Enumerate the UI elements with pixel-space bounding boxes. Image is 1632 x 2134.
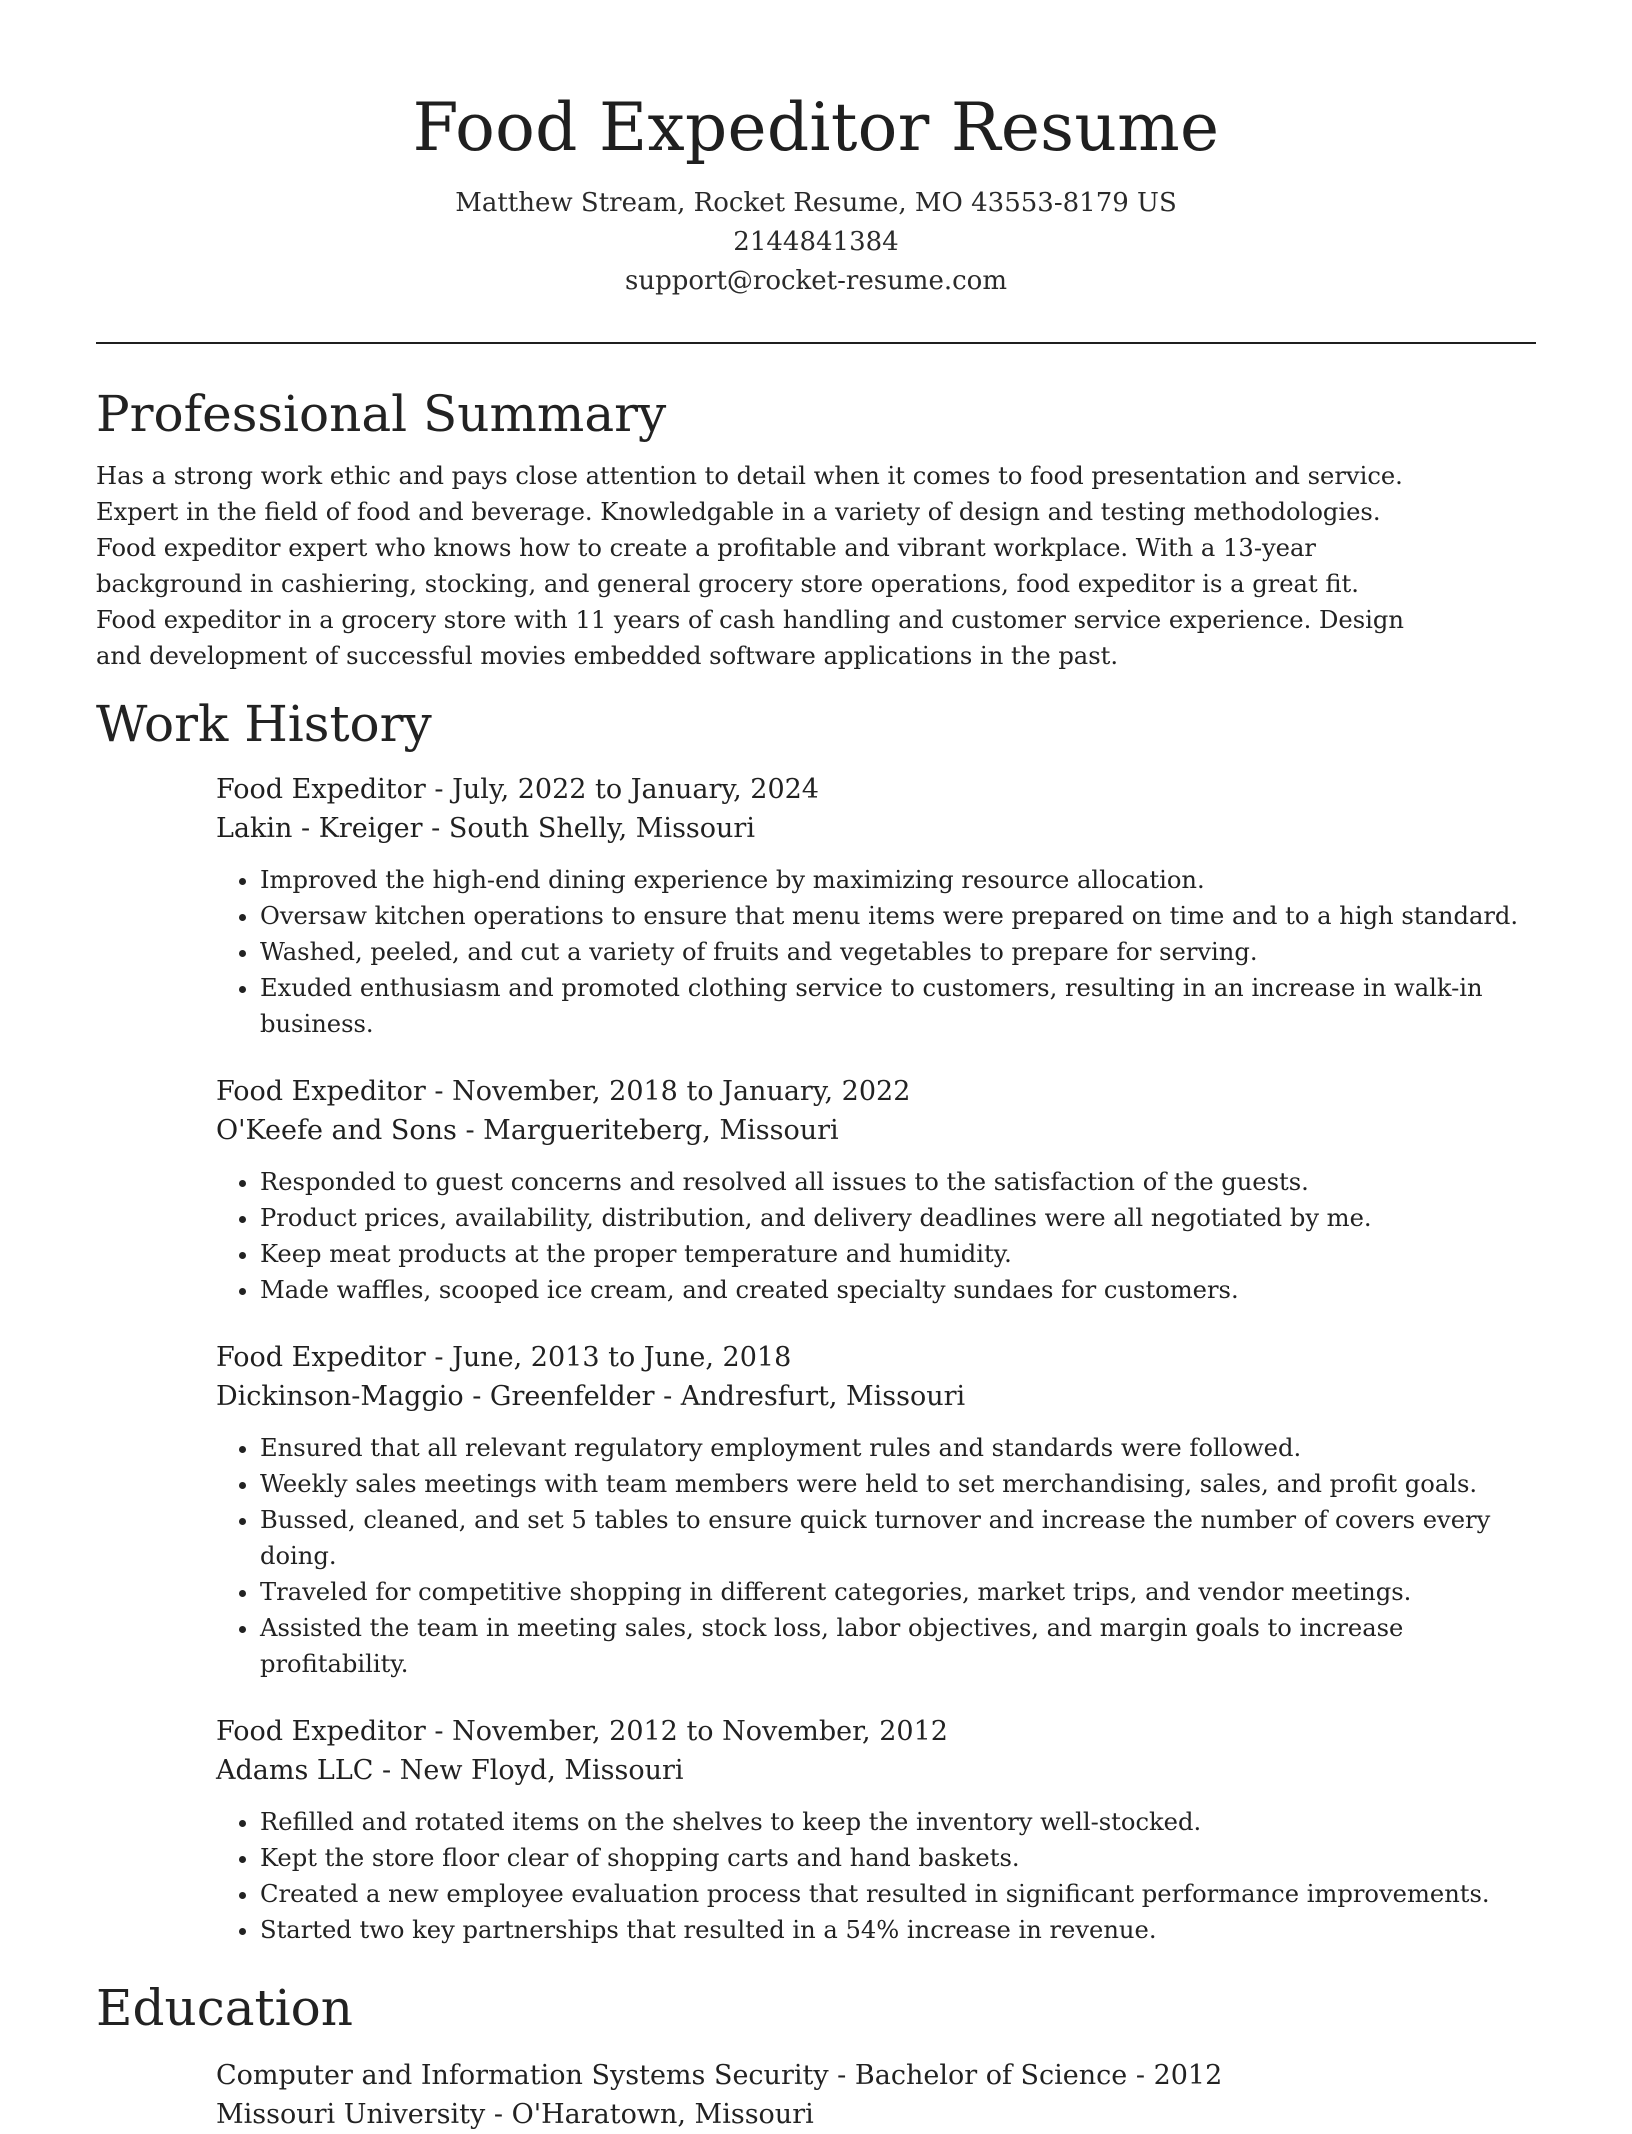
job-location: Margueriteberg, Missouri [483, 1115, 839, 1146]
job-bullet: • Kept the store floor clear of shopping carts and hand baskets. [260, 1840, 1536, 1876]
job-bullet: • Oversaw kitchen operations to ensure that menu items were prepared on time and to a high standard. [260, 898, 1536, 934]
job-title: Food Expeditor [216, 1716, 426, 1747]
job-bullet: • Created a new employee evaluation process that resulted in significant performance improvements. [260, 1876, 1536, 1912]
education-year: 2012 [1153, 2060, 1223, 2091]
resume-header [0, 0, 1632, 301]
job-dates: June, 2013 to June, 2018 [452, 1342, 792, 1373]
job-company-line [216, 1377, 1536, 1416]
education-entry [216, 2056, 1536, 2134]
separator: - [425, 1076, 453, 1107]
job-title: Food Expeditor [216, 1342, 426, 1373]
work-history-list [216, 770, 1536, 1948]
separator: - [425, 774, 453, 805]
job-title-line [216, 770, 1536, 809]
job-bullet: • Weekly sales meetings with team members were held to set merchandising, sales, and profit goals. [260, 1466, 1536, 1502]
job-bullet-list [216, 1804, 1536, 1948]
job-bullet: • Product prices, availability, distribution, and delivery deadlines were all negotiated by me. [260, 1200, 1536, 1236]
job-dates: July, 2022 to January, 2024 [452, 774, 819, 805]
separator: - [425, 1342, 453, 1373]
job-title: Food Expeditor [216, 1076, 426, 1107]
job-bullet-list [216, 862, 1536, 1042]
education-school-line [216, 2095, 1536, 2134]
education-heading: Education [96, 1979, 353, 2037]
job-bullet: • Bussed, cleaned, and set 5 tables to ensure quick turnover and increase the number of covers every doing. [260, 1502, 1536, 1574]
education-location: O'Haratown, Missouri [511, 2099, 814, 2130]
job-bullet: • Traveled for competitive shopping in different categories, market trips, and vendor meetings. [260, 1574, 1536, 1610]
job-company-line [216, 809, 1536, 848]
job-company: Adams LLC [216, 1755, 374, 1786]
separator: - [456, 1115, 484, 1146]
separator: - [828, 2060, 855, 2091]
job-bullet: • Improved the high-end dining experience by maximizing resource allocation. [260, 862, 1536, 898]
job-bullet: • Keep meat products at the proper temperature and humidity. [260, 1236, 1536, 1272]
job-bullet: • Exuded enthusiasm and promoted clothing service to customers, resulting in an increase in walk-in business. [260, 970, 1536, 1042]
resume-content [96, 376, 1536, 2134]
separator: - [485, 2099, 512, 2130]
contact-address: Matthew Stream, Rocket Resume, MO 43553-8179 US [455, 188, 1177, 218]
summary-text: Has a strong work ethic and pays close attention to detail when it comes to food presentation and service. Expert in the field of food and beverage. Knowledgable in a variety of design and testing methodologies. Food expeditor expert who knows how to create a profitable and vibrant workplace. With a 13-year background in cashiering, stocking, and general grocery store operations, food expeditor is a great fit. Food expeditor in a grocery store with 11 years of cash handling and customer service experience. Design and development of successful movies embedded software applications in the past. [96, 462, 1404, 670]
contact-email: support@rocket-resume.com [624, 266, 1007, 296]
separator: - [654, 1381, 681, 1412]
job-bullet: • Assisted the team in meeting sales, stock loss, labor objectives, and margin goals to increase profitability. [260, 1610, 1536, 1682]
job-company-line [216, 1751, 1536, 1790]
education-degree-line [216, 2056, 1536, 2095]
contact-block [0, 184, 1632, 301]
job-entry [216, 1338, 1536, 1682]
contact-phone: 2144841384 [733, 227, 899, 257]
job-title: Food Expeditor [216, 774, 426, 805]
header-divider [96, 342, 1536, 344]
job-bullet: • Made waffles, scooped ice cream, and created specialty sundaes for customers. [260, 1272, 1536, 1308]
resume-title: Food Expeditor Resume [412, 89, 1220, 166]
job-bullet-list [216, 1430, 1536, 1682]
job-bullet: • Ensured that all relevant regulatory employment rules and standards were followed. [260, 1430, 1536, 1466]
job-bullet: • Washed, peeled, and cut a variety of fruits and vegetables to prepare for serving. [260, 934, 1536, 970]
job-location: South Shelly, Missouri [448, 813, 755, 844]
job-dates: November, 2018 to January, 2022 [452, 1076, 911, 1107]
job-company: Lakin - Kreiger [216, 813, 423, 844]
job-bullet: • Started two key partnerships that resulted in a 54% increase in revenue. [260, 1912, 1536, 1948]
job-company: Dickinson-Maggio - Greenfelder [216, 1381, 655, 1412]
job-location: Andresfurt, Missouri [680, 1381, 966, 1412]
education-school: Missouri University [216, 2099, 486, 2130]
education-degree: Bachelor of Science [854, 2060, 1128, 2091]
work-history-heading: Work History [96, 695, 432, 753]
job-bullet: • Responded to guest concerns and resolved all issues to the satisfaction of the guests. [260, 1164, 1536, 1200]
summary-heading: Professional Summary [96, 385, 667, 443]
job-bullet: • Refilled and rotated items on the shelves to keep the inventory well-stocked. [260, 1804, 1536, 1840]
education-field: Computer and Information Systems Security [216, 2060, 829, 2091]
job-location: New Floyd, Missouri [399, 1755, 684, 1786]
job-dates: November, 2012 to November, 2012 [452, 1716, 948, 1747]
job-company: O'Keefe and Sons [216, 1115, 457, 1146]
separator: - [1127, 2060, 1154, 2091]
job-title-line [216, 1338, 1536, 1377]
job-title-line [216, 1072, 1536, 1111]
job-entry [216, 1072, 1536, 1308]
job-title-line [216, 1712, 1536, 1751]
job-company-line [216, 1111, 1536, 1150]
job-entry [216, 770, 1536, 1042]
separator: - [422, 813, 449, 844]
job-entry [216, 1712, 1536, 1948]
separator: - [373, 1755, 400, 1786]
separator: - [425, 1716, 453, 1747]
job-bullet-list [216, 1164, 1536, 1308]
